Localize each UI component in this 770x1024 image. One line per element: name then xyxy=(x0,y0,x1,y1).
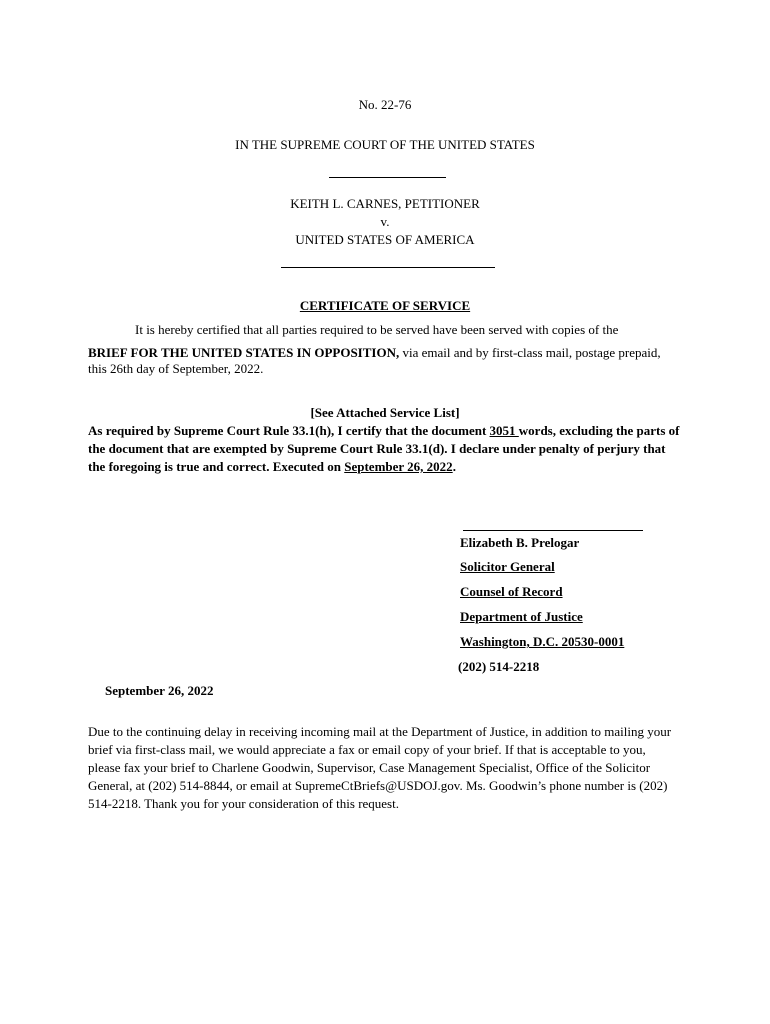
signatory-phone: (202) 514-2218 xyxy=(458,659,540,674)
word-count-line-3 xyxy=(88,458,456,476)
service-line-3: this 26th day of September, 2022. xyxy=(88,361,264,376)
executed-date: September 26, 2022 xyxy=(344,459,453,474)
signatory-title: Solicitor General xyxy=(460,559,555,574)
executed-text: the foregoing is true and correct. Executed on xyxy=(88,459,345,474)
service-method: via email and by first-class mail, postage prepaid, xyxy=(399,345,661,360)
signatory-role: Counsel of Record xyxy=(460,584,563,599)
petitioner: KEITH L. CARNES, PETITIONER xyxy=(290,196,480,211)
notice-line-2: brief via first-class mail, we would appreciate a fax or email copy of your brief. If that is acceptable to you, xyxy=(88,742,646,757)
signatory-address: Washington, D.C. 20530-0001 xyxy=(460,634,625,649)
word-count-line-1 xyxy=(88,422,680,440)
signatory-name: Elizabeth B. Prelogar xyxy=(460,535,580,550)
executed-period: . xyxy=(452,459,456,474)
notice-line-1: Due to the continuing delay in receiving incoming mail at the Department of Justice, in addition to mailing your xyxy=(88,724,672,739)
service-list-note: [See Attached Service List] xyxy=(310,405,460,420)
divider-short xyxy=(329,177,446,178)
notice-line-4: General, at (202) 514-8844, or email at SupremeCtBriefs@USDOJ.gov. Ms. Goodwin’s phone number is (202) xyxy=(88,778,668,793)
case-number: No. 22-76 xyxy=(358,97,412,112)
court-name: IN THE SUPREME COURT OF THE UNITED STATES xyxy=(235,137,535,152)
signatory-department: Department of Justice xyxy=(460,609,583,624)
word-count-number: 3051 xyxy=(489,423,519,438)
certificate-title: CERTIFICATE OF SERVICE xyxy=(299,298,471,313)
service-line-1: It is hereby certified that all parties required to be served have been served with copies of the xyxy=(135,322,619,337)
signature-line xyxy=(463,530,643,531)
brief-title: BRIEF FOR THE UNITED STATES IN OPPOSITION, xyxy=(88,345,400,360)
word-count-post: words, excluding the parts of xyxy=(518,423,680,438)
signature-date: September 26, 2022 xyxy=(105,683,214,698)
word-count-pre: As required by Supreme Court Rule 33.1(h), I certify that the document xyxy=(88,423,490,438)
versus: v. xyxy=(380,214,390,229)
notice-line-5: 514-2218. Thank you for your consideration of this request. xyxy=(88,796,399,811)
respondent: UNITED STATES OF AMERICA xyxy=(295,232,475,247)
word-count-line-2: the document that are exempted by Supreme Court Rule 33.1(d). I declare under penalty of perjury that xyxy=(88,441,666,456)
divider-long xyxy=(281,267,495,268)
notice-line-3: please fax your brief to Charlene Goodwin, Supervisor, Case Management Specialist, Office of the Solicitor xyxy=(88,760,651,775)
